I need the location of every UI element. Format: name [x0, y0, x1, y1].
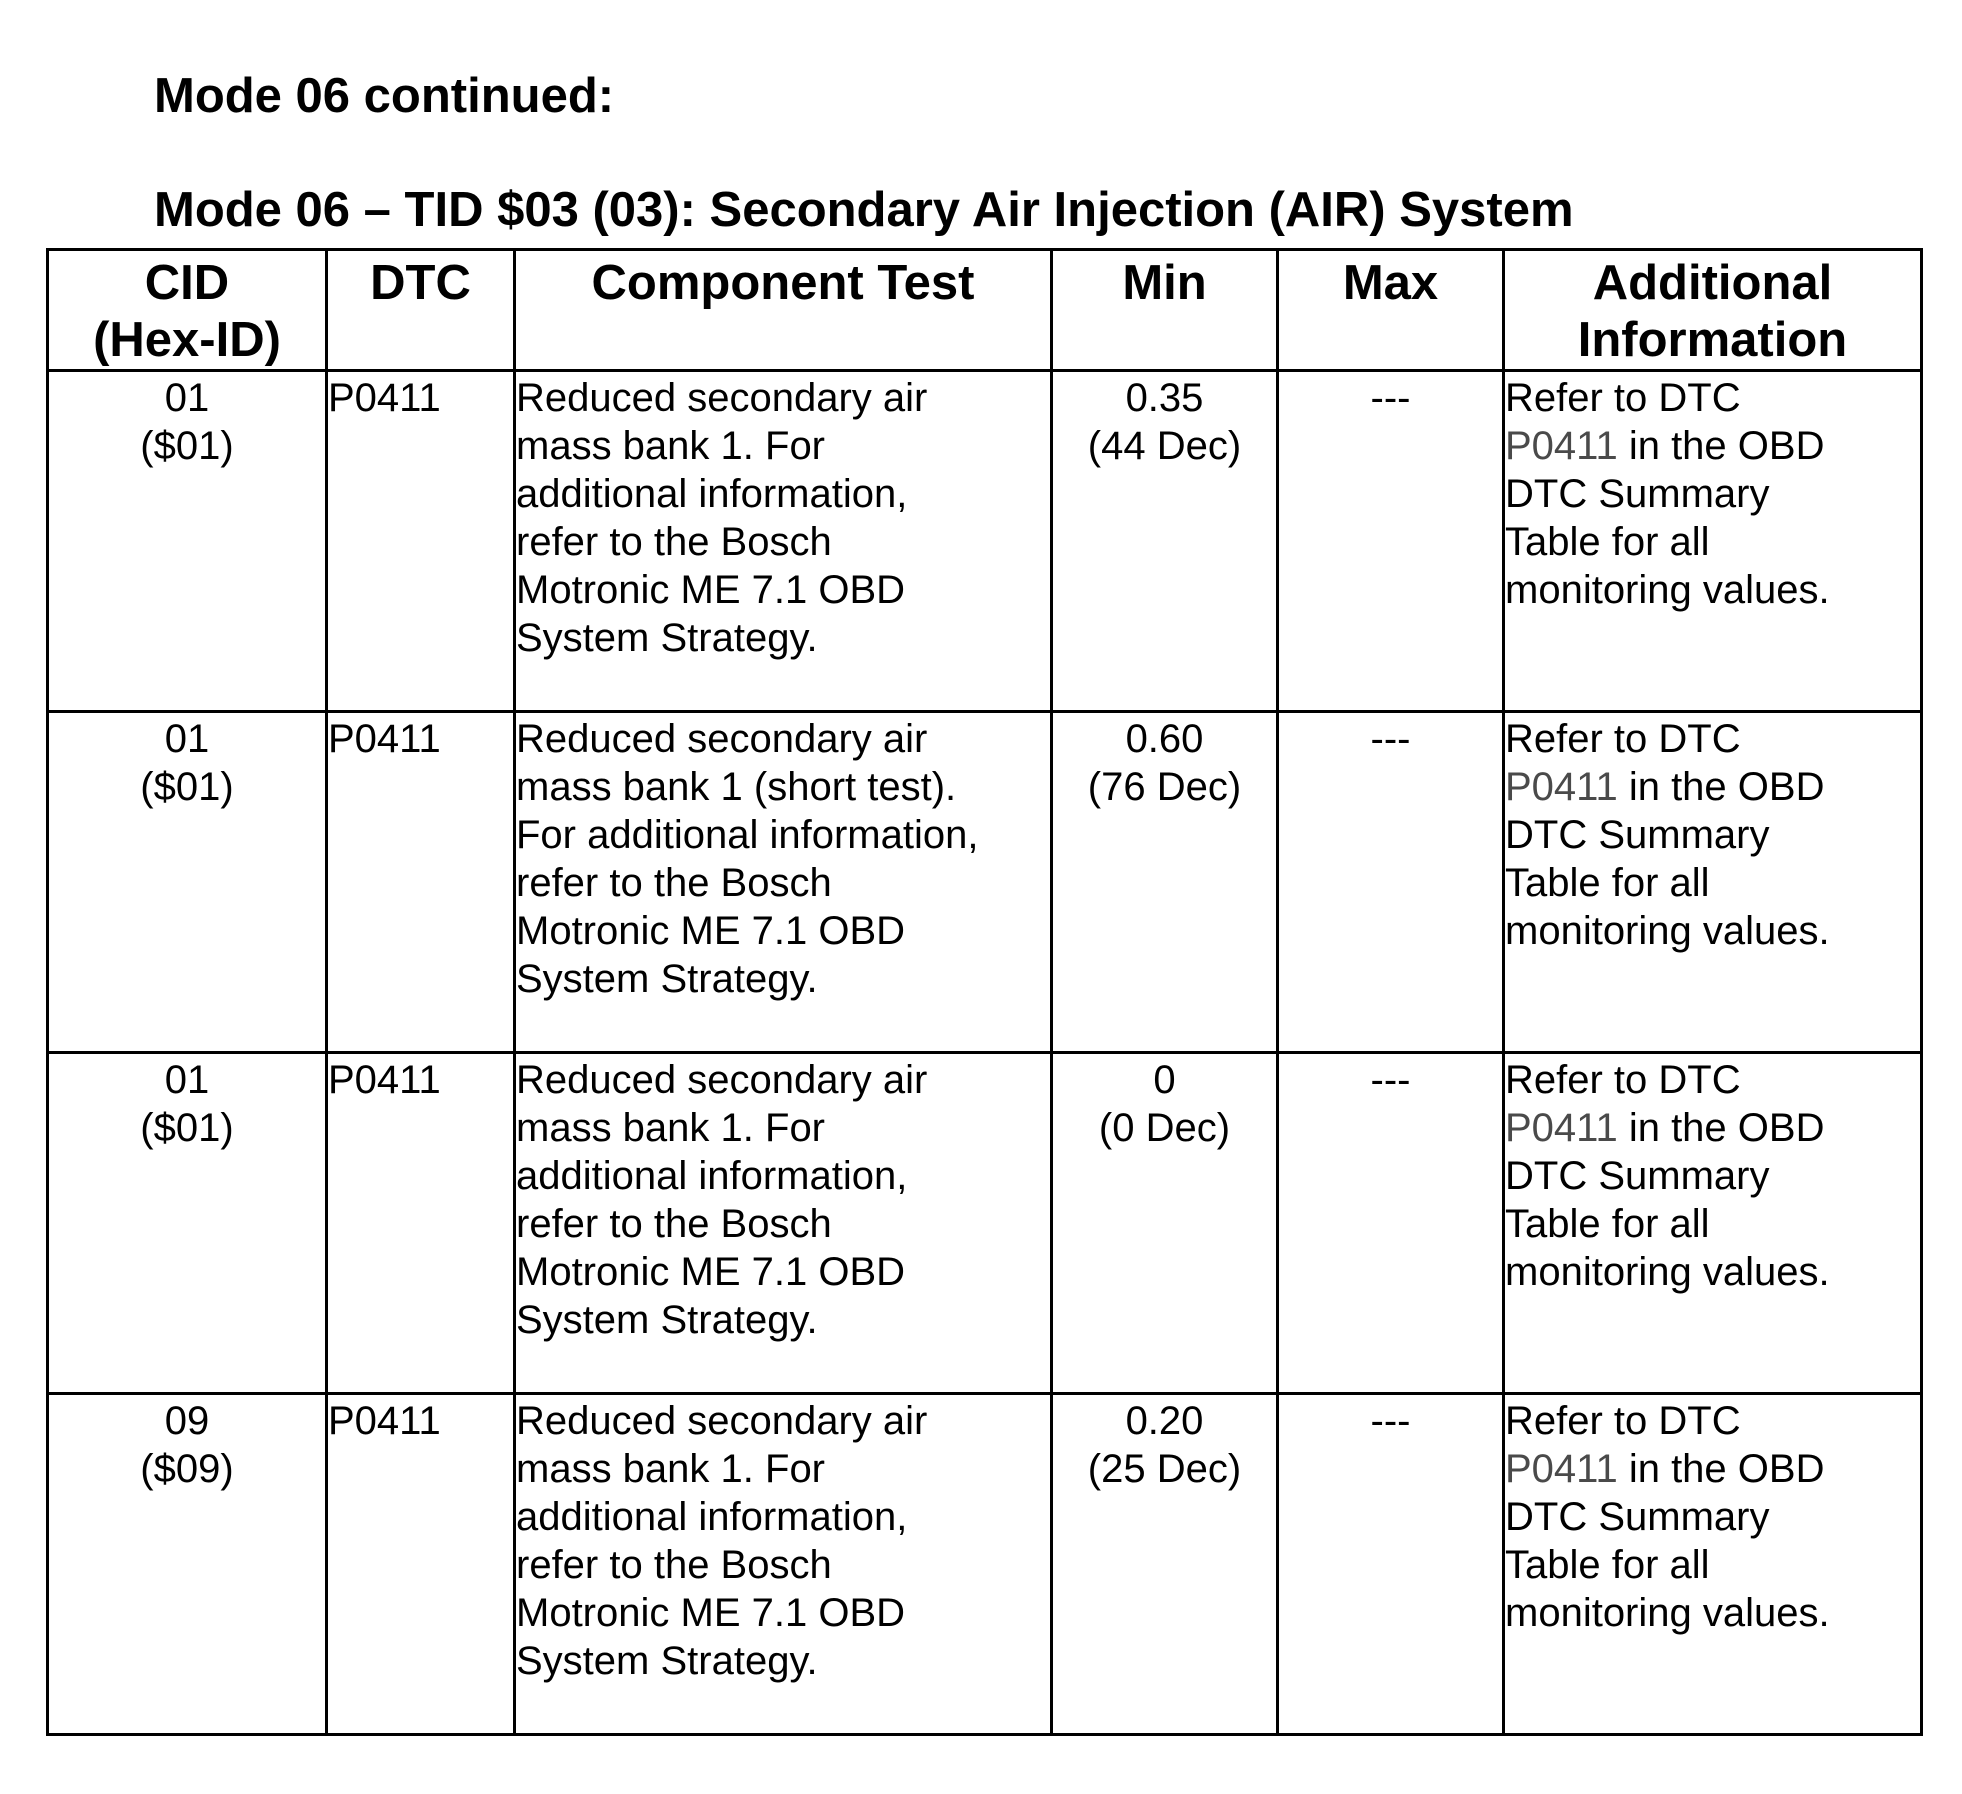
test-line: System Strategy. — [516, 1298, 818, 1342]
header-min: Min — [1052, 250, 1278, 371]
info-line: DTC Summary — [1505, 813, 1770, 857]
dtc-reference: P0411 — [1505, 1106, 1618, 1150]
component-test-cell — [515, 1053, 1052, 1394]
info-line: monitoring values. — [1505, 1250, 1830, 1294]
additional-info-cell — [1504, 371, 1922, 712]
info-line: DTC Summary — [1505, 1154, 1770, 1198]
component-test-cell — [515, 712, 1052, 1053]
cid-hex-value: ($01) — [140, 765, 234, 809]
cid-hex-value: ($01) — [140, 1106, 234, 1150]
component-test-cell — [515, 371, 1052, 712]
min-value: 0 — [1153, 1058, 1176, 1102]
header-cid — [48, 250, 327, 371]
min-cell — [1052, 1394, 1278, 1735]
info-line: monitoring values. — [1505, 1591, 1830, 1635]
page-heading: Mode 06 continued: — [154, 69, 615, 123]
table-header-row — [48, 250, 1922, 371]
info-line-rest: in the OBD — [1617, 1106, 1825, 1150]
info-line: DTC Summary — [1505, 472, 1770, 516]
dtc-cell: P0411 — [327, 1053, 515, 1394]
test-line: refer to the Bosch — [516, 861, 832, 905]
table-row — [48, 371, 1922, 712]
min-dec-value: (25 Dec) — [1087, 1447, 1242, 1491]
info-line — [1505, 1445, 1920, 1493]
min-cell — [1052, 712, 1278, 1053]
dtc-cell: P0411 — [327, 371, 515, 712]
test-line: System Strategy. — [516, 1639, 818, 1683]
info-line: monitoring values. — [1505, 909, 1830, 953]
test-line: System Strategy. — [516, 616, 818, 660]
info-line: Table for all — [1505, 1202, 1710, 1246]
cid-hex-value: ($09) — [140, 1447, 234, 1491]
additional-info-cell — [1504, 1053, 1922, 1394]
additional-info-cell — [1504, 1394, 1922, 1735]
test-line: mass bank 1. For — [516, 424, 826, 468]
info-line-rest: in the OBD — [1617, 1447, 1825, 1491]
test-line: Motronic ME 7.1 OBD — [516, 568, 906, 612]
cid-value: 09 — [164, 1399, 210, 1443]
min-cell — [1052, 1053, 1278, 1394]
cid-cell — [48, 371, 327, 712]
header-information-label: Information — [1577, 313, 1848, 367]
max-cell: --- — [1278, 1053, 1504, 1394]
header-additional-information — [1504, 250, 1922, 371]
test-line: mass bank 1. For — [516, 1447, 826, 1491]
max-cell: --- — [1278, 371, 1504, 712]
table-row — [48, 1053, 1922, 1394]
test-line: Reduced secondary air — [516, 1399, 928, 1443]
test-line: Reduced secondary air — [516, 1058, 928, 1102]
header-additional-label: Additional — [1592, 256, 1833, 310]
additional-info-cell — [1504, 712, 1922, 1053]
header-cid-label: CID — [144, 256, 230, 310]
min-dec-value: (44 Dec) — [1087, 424, 1242, 468]
info-line-rest: in the OBD — [1617, 424, 1825, 468]
cid-value: 01 — [164, 717, 210, 761]
test-line: Reduced secondary air — [516, 717, 928, 761]
min-dec-value: (76 Dec) — [1087, 765, 1242, 809]
info-line: DTC Summary — [1505, 1495, 1770, 1539]
info-line: monitoring values. — [1505, 568, 1830, 612]
test-line: refer to the Bosch — [516, 1202, 832, 1246]
dtc-reference: P0411 — [1505, 424, 1618, 468]
test-line: For additional information, — [516, 813, 979, 857]
min-dec-value: (0 Dec) — [1098, 1106, 1231, 1150]
cid-value: 01 — [164, 1058, 210, 1102]
test-line: refer to the Bosch — [516, 520, 832, 564]
min-cell — [1052, 371, 1278, 712]
table-row — [48, 1394, 1922, 1735]
header-dtc: DTC — [327, 250, 515, 371]
cid-value: 01 — [164, 376, 210, 420]
dtc-reference: P0411 — [1505, 765, 1618, 809]
info-line — [1505, 422, 1920, 470]
header-cid-sub-label: (Hex-ID) — [93, 313, 281, 367]
component-test-cell — [515, 1394, 1052, 1735]
test-line: additional information, — [516, 1154, 908, 1198]
max-cell: --- — [1278, 1394, 1504, 1735]
info-line: Refer to DTC — [1505, 1058, 1741, 1102]
cid-cell — [48, 712, 327, 1053]
info-line: Refer to DTC — [1505, 376, 1741, 420]
test-line: Motronic ME 7.1 OBD — [516, 909, 906, 953]
header-component-test: Component Test — [515, 250, 1052, 371]
table-row — [48, 712, 1922, 1053]
info-line — [1505, 763, 1920, 811]
info-line: Table for all — [1505, 520, 1710, 564]
info-line — [1505, 1104, 1920, 1152]
test-line: Reduced secondary air — [516, 376, 928, 420]
test-line: refer to the Bosch — [516, 1543, 832, 1587]
mode06-tid03-table — [46, 248, 1923, 1736]
test-line: additional information, — [516, 1495, 908, 1539]
min-value: 0.35 — [1125, 376, 1204, 420]
test-line: additional information, — [516, 472, 908, 516]
info-line-rest: in the OBD — [1617, 765, 1825, 809]
info-line: Table for all — [1505, 861, 1710, 905]
min-value: 0.20 — [1125, 1399, 1204, 1443]
max-cell: --- — [1278, 712, 1504, 1053]
table-title: Mode 06 – TID $03 (03): Secondary Air Injection (AIR) System — [154, 183, 1574, 237]
cid-cell — [48, 1053, 327, 1394]
dtc-reference: P0411 — [1505, 1447, 1618, 1491]
info-line: Refer to DTC — [1505, 717, 1741, 761]
min-value: 0.60 — [1125, 717, 1204, 761]
cid-cell — [48, 1394, 327, 1735]
test-line: mass bank 1. For — [516, 1106, 826, 1150]
header-max: Max — [1278, 250, 1504, 371]
dtc-cell: P0411 — [327, 1394, 515, 1735]
info-line: Table for all — [1505, 1543, 1710, 1587]
test-line: Motronic ME 7.1 OBD — [516, 1250, 906, 1294]
dtc-cell: P0411 — [327, 712, 515, 1053]
test-line: System Strategy. — [516, 957, 818, 1001]
info-line: Refer to DTC — [1505, 1399, 1741, 1443]
cid-hex-value: ($01) — [140, 424, 234, 468]
test-line: Motronic ME 7.1 OBD — [516, 1591, 906, 1635]
test-line: mass bank 1 (short test). — [516, 765, 957, 809]
